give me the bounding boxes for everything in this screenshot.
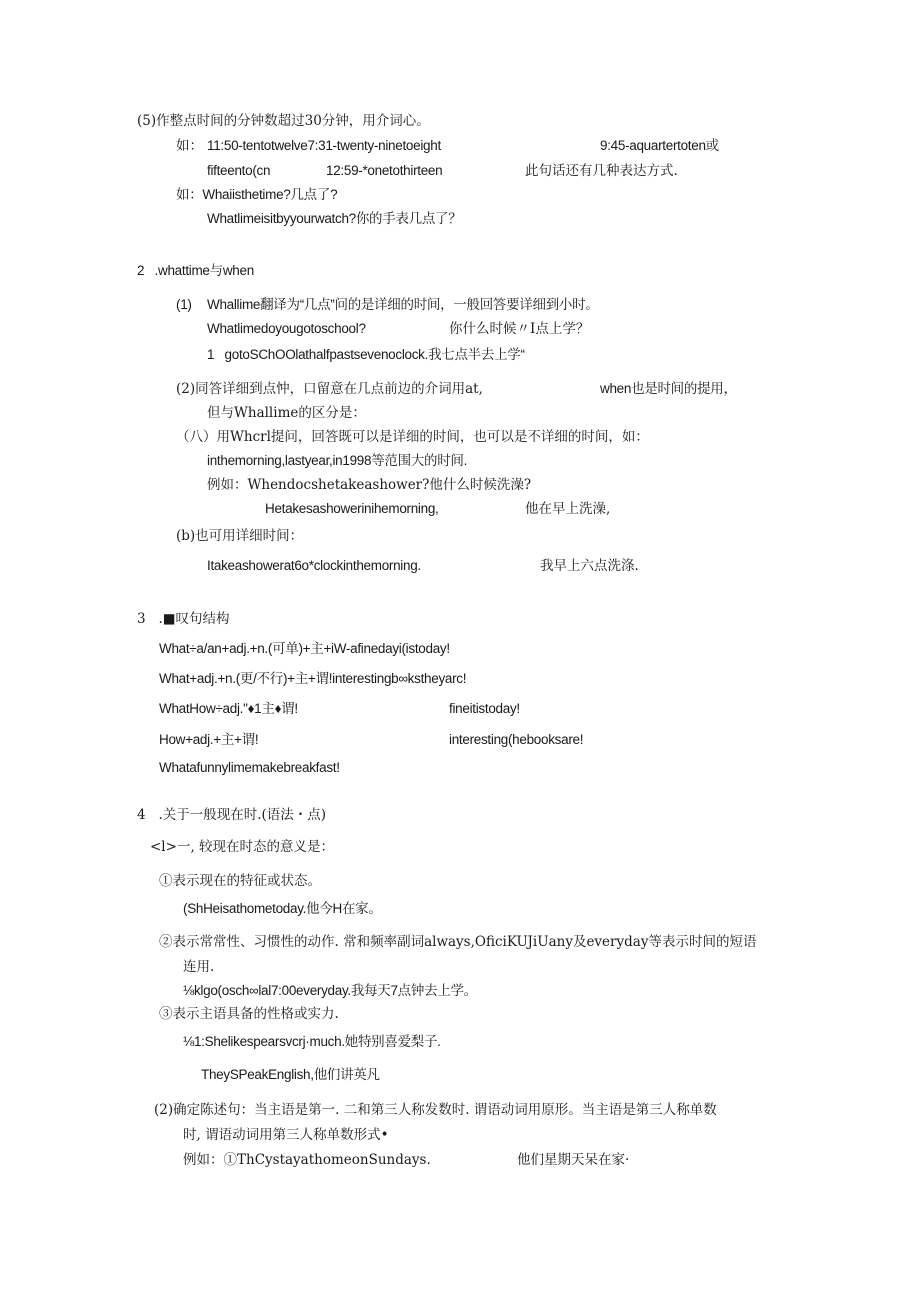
sub-heading-2-example-cn: 他们星期天呆在家· <box>517 1152 630 1168</box>
example-time-4: 12:59-*onetothirteen <box>326 163 443 178</box>
item-3-example-1: ⅛1:Shelikespearsvcrj·much.她特别喜爱梨子. <box>183 1034 441 1049</box>
sub-heading-2-cont: 时, 谓语动词用第三人称单数形式• <box>183 1127 389 1143</box>
section-5-heading: (5)作整点时间的分钟数超过30分钟，用介词心。 <box>137 113 430 129</box>
exclamation-rule-4: How+adj.+主+谓! <box>159 732 259 747</box>
point-2-text: (2)同答详细到点忡，口留意在几点前边的介词用at, <box>176 381 483 397</box>
point-b-text: (b)也可用详细时间： <box>176 528 304 544</box>
example-time-1: 11:50-tentotwelve7:31-twenty-ninetoeight <box>207 138 441 153</box>
point-a-example: inthemorning,lastyear,in1998等范围大的时间. <box>207 453 468 468</box>
point-1-answer: 1 gotoSChOOlathalfpastsevenoclock.我七点半去上学“ <box>207 347 525 362</box>
section-2-heading: 2 .whattime与when <box>137 263 254 278</box>
example-question-2: Whatlimeisitbyyourwatch?你的手表几点了？ <box>207 211 462 226</box>
sub-heading-2-example-en: 例如：①ThCystayathomeonSundays. <box>183 1152 431 1168</box>
item-1-example: (ShHeisathometoday.他今H在家。 <box>183 901 382 916</box>
example-question-1: 如：Whaiisthetime?几点了? <box>176 187 338 202</box>
exclamation-rule-3-example: fineitistoday! <box>449 701 520 716</box>
item-2: ②表示常常性、习惯性的动作. 常和频率副词always,OficiKUJiUany及everyday等表示时间的短语 <box>159 934 757 950</box>
example-time-2: 9:45-aquartertoten或 <box>600 138 719 153</box>
item-3: ③表示主语具备的性格或实力. <box>159 1006 339 1022</box>
item-1: ①表示现在的特征或状态。 <box>159 873 321 889</box>
point-b-example-cn: 我早上六点洗涤. <box>540 558 639 574</box>
sub-heading-2: (2)确定陈述句：当主语是第一. 二和第三人称发数时. 谓语动词用原形。当主语是第三人称单数 <box>154 1102 717 1118</box>
example-prefix: 如： <box>176 138 203 154</box>
exclamation-rule-3: WhatHow÷adj."♦1主♦谓! <box>159 701 298 716</box>
point-1-example-en: Whatlimedoyougotoschool? <box>207 321 366 336</box>
point-1-example-cn: 你什么时候〃I点上学？ <box>449 321 590 337</box>
exclamation-rule-2: What+adj.+n.(更/不行)+主+谓!interestingb∞kstheyarc! <box>159 671 467 686</box>
point-2-text-cont: when也是时间的提用， <box>600 381 737 396</box>
section-3-heading: 3 .■叹句结构 <box>137 611 230 627</box>
item-3-example-2: TheySPeakEnglish,他们讲英凡 <box>201 1067 380 1082</box>
exclamation-rule-1: What÷a/an+adj.+n.(可单)+主+iW-afinedayi(istoday! <box>159 641 450 656</box>
point-a-text: （八）用Whcrl提问，回答既可以是详细的时间，也可以是不详细的时间，如： <box>176 429 649 445</box>
item-2-example: ⅛klgo(osch∞lal7:00everyday.我每天7点钟去上学。 <box>183 983 477 998</box>
point-2-text-line2: 但与Whallime的区分是： <box>207 405 366 421</box>
example-time-3: fifteento(cn <box>207 163 271 178</box>
point-a-answer-cn: 他在早上洗澡, <box>525 501 611 517</box>
point-1-text: Whallime翻译为“几点”问的是详细的时间，一般回答要详细到小时。 <box>207 297 599 312</box>
item-2-cont: 连用. <box>183 959 215 975</box>
point-1-number: (1) <box>176 297 192 312</box>
point-a-question: 例如：Whendocshetakeashower?他什么时候洗澡? <box>207 477 532 493</box>
section-4-heading: 4 .关于一般现在时.(语法・点) <box>137 807 327 823</box>
exclamation-rule-4-example: interesting(hebooksare! <box>449 732 584 747</box>
point-a-answer-en: Hetakesashowerinihemorning, <box>265 501 439 516</box>
exclamation-rule-5: Whatafunnylimemakebreakfast! <box>159 760 340 775</box>
example-note: 此句话还有几种表达方式. <box>525 163 678 179</box>
sub-heading-1: <l>一, 较现在时态的意义是： <box>150 839 335 855</box>
point-b-example-en: Itakeashowerat6o*clockinthemorning. <box>207 558 421 573</box>
